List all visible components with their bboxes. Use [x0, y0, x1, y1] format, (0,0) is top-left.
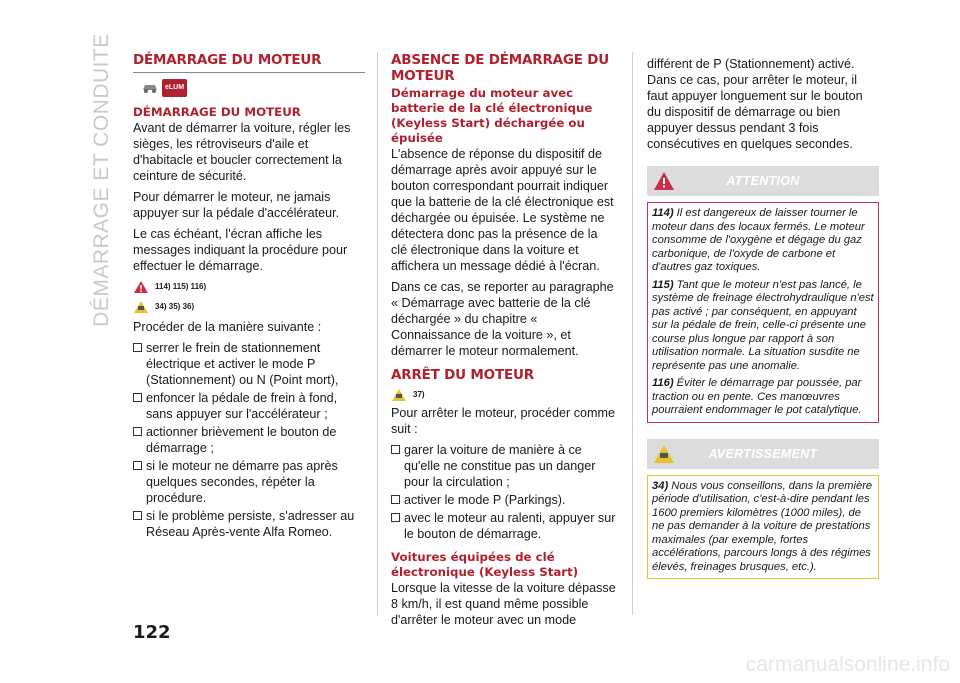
caution-warning-icon	[133, 300, 149, 314]
column-1	[133, 52, 365, 542]
paragraph: Dans ce cas, se reporter au paragraphe « Démarrage avec batterie de la clé déchargée » du chapitre « Connaissance de la voiture », et démarrer le moteur normalement.	[391, 280, 614, 358]
column-divider	[632, 52, 633, 615]
warning-item: 116) Éviter le démarrage par poussée, par traction ou en pente. Ces manœuvres pourraient endommager le pot catalytique.	[652, 377, 862, 416]
caution-warning-icon	[391, 388, 407, 402]
checkbox-bullet-icon	[133, 427, 142, 436]
section-rule	[133, 72, 365, 73]
paragraph: différent de P (Stationnement) activé. Dans ce cas, pour arrêter le moteur, il faut appuyer longuement sur le bouton du dispositif de démarrage ou bien appuyer dessus pendant 3 fois consécutives en quelques secondes.	[647, 57, 863, 151]
list-item: si le moteur ne démarre pas après quelques secondes, répéter la procédure.	[133, 458, 365, 506]
paragraph: Pour arrêter le moteur, procéder comme suit :	[391, 406, 615, 436]
paragraph: Lorsque la vitesse de la voiture dépasse 8 km/h, il est quand même possible d'arrêter le moteur avec un mode	[391, 581, 616, 627]
paragraph: Le cas échéant, l'écran affiche les messages indiquant la procédure pour effectuer le démarrage.	[133, 227, 348, 273]
chapter-side-title: DÉMARRAGE ET CONDUITE	[90, 33, 113, 327]
paragraph: Avant de démarrer la voiture, régler les sièges, les rétroviseurs d'aile et d'habitacle et boucler correctement la ceinture de sécurité.	[133, 121, 351, 183]
attention-panel	[647, 166, 879, 423]
caution-warning-icon	[653, 444, 675, 464]
column-2	[391, 52, 617, 633]
warning-item: 114) Il est dangereux de laisser tourner le moteur dans des locaux fermés. Le moteur consomme de l'oxygène et dégage du gaz carbonique, de l'oxyde de carbone et d'autres gaz toxiques.	[652, 207, 865, 273]
section-title: ABSENCE DE DÉMARRAGE DU MOTEUR	[391, 52, 610, 84]
paragraph: L'absence de réponse du dispositif de démarrage après avoir appuyé sur le bouton correspondant pourrait indiquer que la batterie de la clé électronique est déchargée ou épuisée. Le système ne détectera donc pas la présence de la clé électronique dans la voiture et affichera un message dédié à l'écran.	[391, 147, 614, 273]
list-item: enfoncer la pédale de frein à fond, sans appuyer sur l'accélérateur ;	[133, 390, 365, 422]
section-title: ARRÊT DU MOTEUR	[391, 367, 534, 383]
avertissement-header: AVERTISSEMENT	[647, 439, 879, 469]
checkbox-bullet-icon	[391, 513, 400, 522]
avertissement-panel	[647, 439, 879, 580]
elum-badge: eLUM	[162, 79, 187, 97]
section-title: DÉMARRAGE DU MOTEUR	[133, 52, 322, 68]
attention-header: ATTENTION	[647, 166, 879, 196]
column-3	[647, 56, 879, 579]
list-item: avec le moteur au ralenti, appuyer sur le bouton de démarrage.	[391, 510, 617, 542]
warning-references: 114) 115) 116)	[133, 279, 365, 295]
list-item: actionner brièvement le bouton de démarrage ;	[133, 424, 365, 456]
subsection-title: Voitures équipées de clé électronique (Keyless Start)	[391, 550, 579, 579]
list-item: serrer le frein de stationnement électrique et activer le mode P (Stationnement) ou N (Point mort),	[133, 340, 365, 388]
list-item: garer la voiture de manière à ce qu'elle ne constitue pas un danger pour la circulation ;	[391, 442, 617, 490]
page-number: 122	[133, 622, 171, 643]
subsection-title: Démarrage du moteur avec batterie de la clé électronique (Keyless Start) déchargée ou épuisée	[391, 86, 593, 145]
checkbox-bullet-icon	[133, 343, 142, 352]
warning-item: 115) Tant que le moteur n'est pas lancé, le système de freinage électrohydraulique n'est pas activé ; par conséquent, en appuyant sur la pédale de frein, celle-ci présente une course plus longue par rapport à son utilisation normale. La situation susdite ne représente pas une anomalie.	[652, 278, 874, 372]
list-item: activer le mode P (Parkings).	[391, 492, 617, 508]
watermark: carmanualsonline.info	[745, 653, 950, 676]
car-icon	[141, 82, 159, 94]
checkbox-bullet-icon	[133, 461, 142, 470]
danger-warning-icon	[653, 171, 675, 191]
checkbox-bullet-icon	[133, 393, 142, 402]
paragraph: Procéder de la manière suivante :	[133, 320, 322, 334]
elum-indicator	[141, 79, 187, 97]
caution-references: 37)	[391, 387, 617, 403]
attention-body	[647, 202, 879, 423]
caution-item: 34) Nous vous conseillons, dans la première période d'utilisation, c'est-à-dire pendant les 1600 premiers kilomètres (1000 miles), de ne pas demander à la voiture de prestations maximales (par exemple, fortes accélérations, parcours longs à des régimes élevés, freinages brusques, etc.).	[652, 479, 873, 573]
column-divider	[377, 52, 378, 615]
subsection-title: DÉMARRAGE DU MOTEUR	[133, 105, 301, 119]
list-item: si le problème persiste, s'adresser au Réseau Après-vente Alfa Romeo.	[133, 508, 365, 540]
caution-references: 34) 35) 36)	[133, 299, 365, 315]
paragraph: Pour démarrer le moteur, ne jamais appuyer sur la pédale d'accélérateur.	[133, 190, 340, 220]
checkbox-bullet-icon	[133, 511, 142, 520]
danger-warning-icon	[133, 280, 149, 294]
avertissement-body	[647, 475, 879, 580]
checkbox-bullet-icon	[391, 495, 400, 504]
checkbox-bullet-icon	[391, 445, 400, 454]
